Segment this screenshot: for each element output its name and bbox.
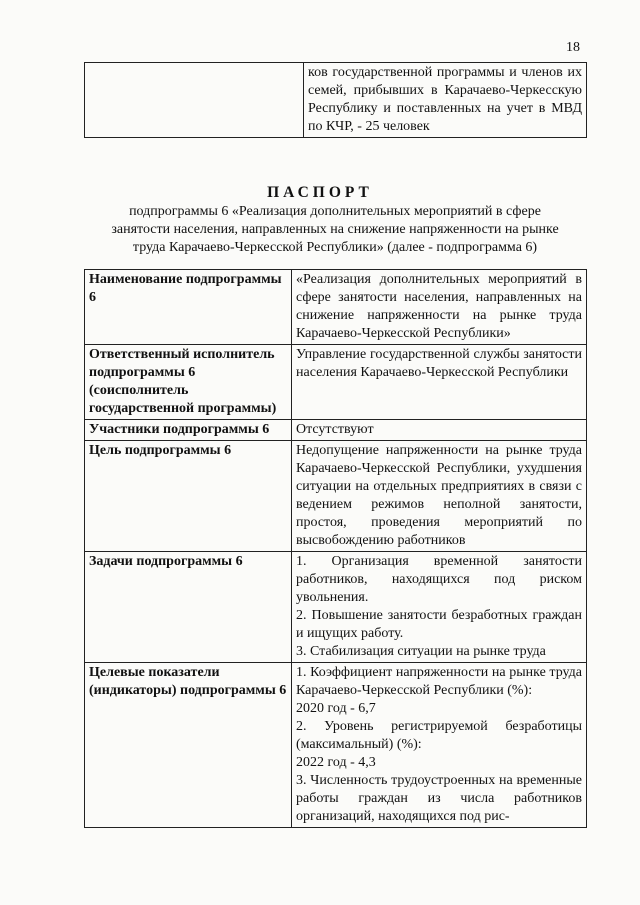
table-row [85,663,587,828]
value-line: «Реализация дополнительных мероприятий в сфере занятости населения, направленных на снижение напряженности на рынке труда Карачаево-Черкесской Республики» [296,272,582,341]
value-line: 1. Организация временной занятости работников, находящихся под риском увольнения. [296,554,582,605]
row-label: Ответственный исполнитель подпрограммы 6 (соисполнитель государственной программы) [85,345,292,420]
table-row [85,420,587,441]
value-line: 2020 год - 6,7 [296,701,376,716]
table-row [85,441,587,552]
row-value [292,441,587,552]
value-line: Управление государственной службы занятости населения Карачаево-Черкесской Республики [296,347,582,380]
table-row [85,552,587,663]
row-label: Задачи подпрограммы 6 [85,552,292,663]
value-line: 2. Уровень регистрируемой безработицы (максимальный) (%): [296,719,582,752]
value-line: 3. Стабилизация ситуации на рынке труда [296,644,546,659]
row-label: Наименование подпрограммы 6 [85,270,292,345]
page-number: 18 [566,40,580,55]
continuation-cell: ков государственной программы и членов их семей, прибывших в Карачаево-Черкесскую Республику и поставленных на учет в МВД по КЧР, - 25 человек [304,63,587,138]
value-line: Отсутствуют [296,422,374,437]
value-line: 1. Коэффициент напряженности на рынке труда Карачаево-Черкесской Республики (%): [296,665,582,698]
row-label: Целевые показатели (индикаторы) подпрограммы 6 [85,663,292,828]
table-row [85,345,587,420]
row-label: Цель подпрограммы 6 [85,441,292,552]
row-value [292,663,587,828]
row-value [292,420,587,441]
value-line: 2. Повышение занятости безработных граждан и ищущих работу. [296,608,582,641]
value-line: 2022 год - 4,3 [296,755,376,770]
continuation-table [84,62,587,138]
page-subtitle: подпрограммы 6 «Реализация дополнительных мероприятий в сфере занятости населения, направленных на снижение напряженности на рынке труда Карачаево-Черкесской Республики» (далее - подпрограмма 6) [111,204,559,255]
table-row [85,63,587,138]
row-value [292,345,587,420]
page-title: ПАСПОРТ [267,184,373,201]
passport-table [84,269,587,828]
value-line: Недопущение напряженности на рынке труда Карачаево-Черкесской Республики, ухудшения ситуации на отдельных предприятиях в связи с ведением режимов неполной занятости, простоя, проведения мероприятий по высвобождению работников [296,443,582,548]
value-line: 3. Численность трудоустроенных на временные работы граждан из числа работников организаций, находящихся под рис- [296,773,582,824]
row-value [292,552,587,663]
table-row [85,270,587,345]
row-value [292,270,587,345]
row-label: Участники подпрограммы 6 [85,420,292,441]
empty-cell [85,63,304,138]
